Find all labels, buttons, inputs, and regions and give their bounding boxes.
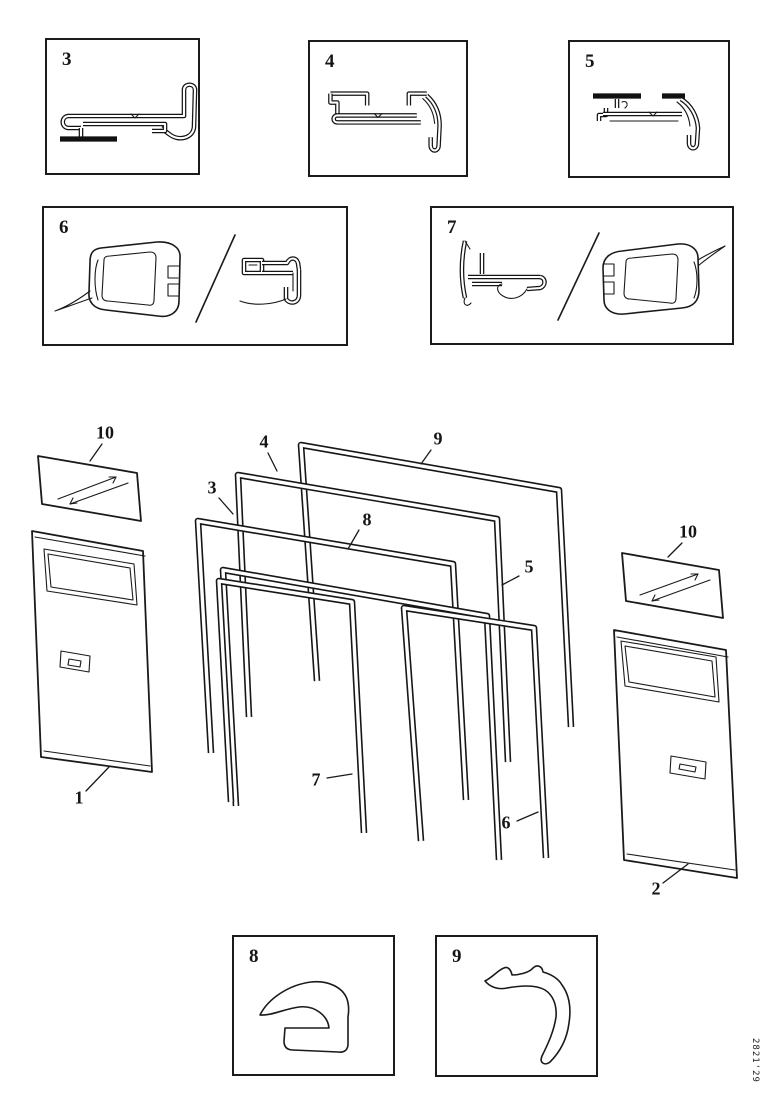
part-label-door-left: 1 (74, 787, 84, 808)
door-panel-left-drawing (32, 531, 152, 772)
part-label-frame-8: 8 (362, 509, 372, 530)
leader-lines (86, 444, 688, 883)
part-label-frame-4: 4 (259, 431, 269, 452)
part-label-frame-5: 5 (524, 556, 534, 577)
detail-box-3-number: 3 (62, 49, 72, 70)
part-label-door-right: 2 (651, 878, 661, 899)
detail-box-5-number: 5 (585, 51, 595, 72)
detail-box-8-number: 8 (249, 946, 259, 967)
part-label-glass-right: 10 (679, 521, 697, 542)
part-label-frame-3: 3 (207, 477, 217, 498)
part-label-frame-7: 7 (311, 769, 321, 790)
detail-box-7-number: 7 (447, 217, 457, 238)
detail-box-4-number: 4 (325, 51, 335, 72)
glass-pane-right-drawing (622, 553, 723, 618)
glass-pane-left-drawing (38, 456, 141, 521)
part-label-frame-6: 6 (501, 812, 511, 833)
frame-9-drawing (301, 445, 571, 727)
part-label-glass-left: 10 (96, 422, 114, 443)
door-panel-right-drawing (614, 630, 737, 878)
part-label-frame-9: 9 (433, 428, 443, 449)
frame-7-drawing (219, 581, 364, 833)
corner-note: 2821'29 (750, 1038, 760, 1083)
frame-6-drawing (404, 608, 546, 858)
detail-box-6-number: 6 (59, 217, 69, 238)
detail-box-9-number: 9 (452, 946, 462, 967)
frame-3-drawing (198, 521, 466, 800)
